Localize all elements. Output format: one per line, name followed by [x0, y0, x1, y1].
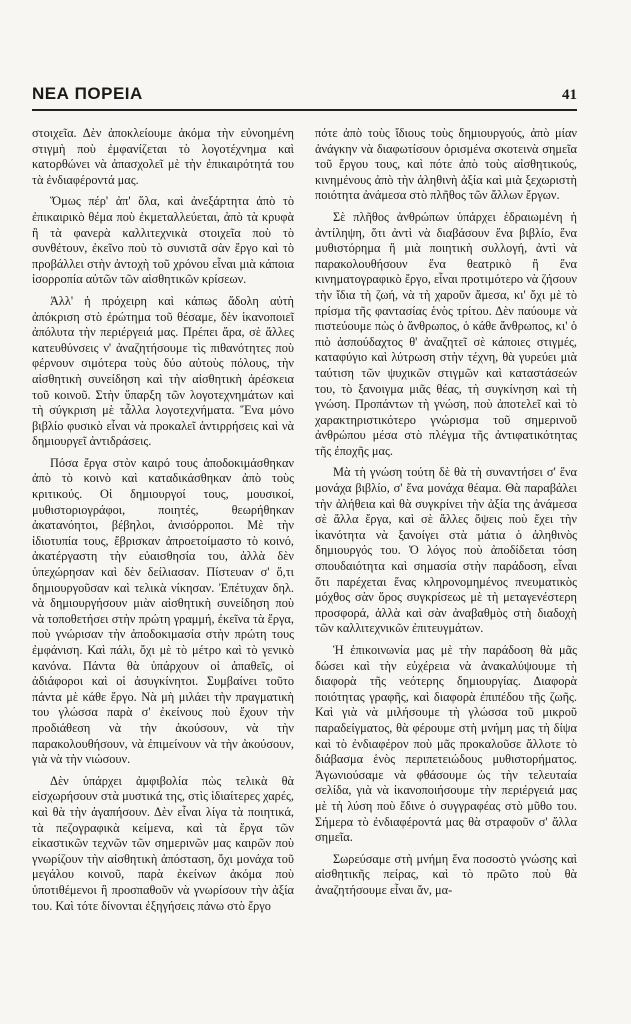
right-column: [315, 126, 577, 1004]
article-body: [32, 126, 577, 1004]
paragraph: Δὲν ὑπάρχει ἀμφιβολία πὼς τελικὰ θὰ εἰσχωρήσουν στὰ μυστικά της, στὶς ἰδιαίτερες χαρές, καὶ θὰ τὴν ἀγαπήσουν. Δὲν εἶναι λίγα τὰ ποιητικά, τὰ πεζογραφικὰ κείμενα, καὶ τὰ ἔργα τῶν εἰκαστικῶν τεχνῶν τῶν σημερινῶν μας καιρῶν ποὺ γνωρίζουν τὴν αἰσθητικὴ ἀπόσταση, ὄχι μονάχα τοῦ μεγάλου κοινοῦ, παρὰ ἐκείνων ἀκόμα ποὺ ὑποτιθέμενοι ἢ προσπαθοῦν νὰ γνωρίσουν τὴν ἀξία του. Καὶ τότε δίνονται ἐξηγήσεις πάνω στὸ ἔργο: [32, 773, 294, 913]
paragraph: Σὲ πλῆθος ἀνθρώπων ὑπάρχει ἑδραιωμένη ἡ ἀντίληψη, ὅτι ἀντὶ νὰ διαβάσουν ἕνα βιβλίο, ἕνα μυθιστόρημα ἢ μιὰ ποιητικὴ συλλογή, ἀντὶ νὰ παρακολουθήσουν ἕνα θεατρικὸ ἢ ἕνα κινηματογραφικὸ ἔργο, εἶναι προτιμότερο νὰ ζήσουν τὴν ἴδια τὴ ζωή, νὰ τὴ χαροῦν ἄμεσα, κι' ὄχι μὲ τὸ πρίσμα τῆς φαντασίας ἑνὸς τρίτου. Δὲν παύουμε νὰ πιστεύουμε πὼς ὁ ἄνθρωπος, ὁ κάθε ἄνθρωπος, κι' ὁ πιὸ ἀσπούδαχτος θ' ἀναζητεῖ σὲ κάποιες στιγμές, καταφύγιο καὶ λύτρωση στὴν τέχνη, θὰ γυρεύει μιὰ ταύτιση τῶν ψυχικῶν στιγμῶν καὶ καταστάσεών του, τὸ ξανοιγμα μιᾶς θέας, τὴ συγκίνηση καὶ τὴ γνώση. Προπάντων τὴ γνώση, ποὺ ἀποτελεῖ καὶ τὸ χαρακτηριστικότερο γνώρισμα τοῦ σημερινοῦ ἀνθρώπου μέσα στὸ πλέγμα τῆς ἀντιφατικότητας τῆς ἐποχῆς μας.: [315, 209, 577, 458]
paragraph: στοιχεῖα. Δὲν ἀποκλείουμε ἀκόμα τὴν εὐνοημένη στιγμὴ ποὺ ἐμφανίζεται τὸ λογοτέχνημα καὶ κατορθώνει νὰ ἀπασχολεῖ μὲ τὴν ἐπικαιρότητά του τὰ ἐνδιαφέροντά μας.: [32, 126, 294, 187]
paragraph: Πόσα ἔργα στὸν καιρό τους ἀποδοκιμάσθηκαν ἀπὸ τὸ κοινὸ καὶ καταδικάσθηκαν ἀπὸ τοὺς κριτικούς. Οἱ δημιουργοί τους, μουσικοί, μυθιστοριογράφοι, ποιητές, θεωρήθηκαν ἀκατανόητοι, βέβηλοι, ἀνισόρροποι. Μὲ τὴν ἰδιοτυπία τους, ἔβρισκαν ἀπροετοίμαστο τὸ κοινό, ἀκατέργαστη τὴν εὐαισθησία του, ἀλλὰ δὲν ὑπεχώρησαν καὶ δὲν δείλιασαν. Πίστευαν σ' ὅ,τι δημιουργοῦσαν καὶ τελικὰ νίκησαν. Ἐπέτυχαν δηλ. νὰ δημιουργήσουν μιὰν αἰσθητικὴ συνείδηση ποὺ νὰ τοποθετήσει στὴν πρώτη γραμμή, ἐκεῖνα τὰ ἔργα, ποὺ γνώρισαν τὴν ἀποδοκιμασία στὴν πρώτη τους ἐμφάνιση. Καὶ πάλι, ὄχι μὲ τὸ μέτρο καὶ τὸ γενικὸ κανόνα. Πάντα θὰ ὑπάρχουν οἱ ἀπαθεῖς, οἱ ἀδιάφοροι καὶ οἱ ἀσυγκίνητοι. Συμβαίνει τοῦτο πάντα μὲ κάθε ἔργο. Νὰ μὴ μιλάει τὴν πραγματικὴ του γλώσσα παρὰ σ' ἐκείνους ποὺ ἔχουν τὴν προδιάθεση νὰ τὴν ἀκούσουν, νὰ τὴν παρακολουθήσουν, νὰ ἐπιμείνουν νὰ τὴν ἀκούσουν, γιὰ νὰ τὴν νιώσουν.: [32, 455, 294, 767]
header-rule: [32, 109, 577, 111]
journal-title: ΝΕΑ ΠΟΡΕΙΑ: [32, 84, 143, 103]
paragraph: Σωρεύσαμε στὴ μνήμη ἕνα ποσοστὸ γνώσης καὶ αἰσθητικῆς πείρας, καὶ τὸ πρῶτο ποὺ θὰ ἀναζητήσουμε εἶναι ἄν, μα-: [315, 851, 577, 897]
paragraph: πότε ἀπὸ τοὺς ἴδιους τοὺς δημιουργούς, ἀπὸ μίαν ἀνάγκην νὰ διαφωτίσουν ὁρισμένα σκοτεινὰ σημεῖα τοῦ ἔργου τους, καὶ πότε ἀπὸ τοὺς αἰσθητικούς, κινημένους ἀπὸ τὴν ἀληθινὴ ἀξία καὶ μιὰ ξεχωριστὴ ποιότητα ἀνάμεσα στὸ πλῆθος τῶν ἄλλων ἔργων.: [315, 126, 577, 203]
page-number: 41: [562, 87, 577, 103]
paragraph: Ἀλλ' ἡ πρόχειρη καὶ κάπως ἄδολη αὐτὴ ἀπόκριση στὸ ἐρώτημα τοῦ θέσαμε, δὲν ἱκανοποιεῖ ἀπόλυτα τὴν περιέργειά μας. Πρέπει ἄρα, σὲ ἄλλες κατευθύνσεις ν' ἀναζητήσουμε τὶς πιθανότητες ποὺ φέρνουν σιμότερα τοὺς δύο αὐτοὺς πόλους, τὴν αἰσθητικὴ συνείδηση καὶ τὴν αἰσθητικὴ ἀρέσκεια τοῦ κοινοῦ. Στὴν ὕπαρξη τῶν λογοτεχνημάτων καὶ τὴ σύγκριση μὲ τἆλλα λογοτεχνήματα. Ἕνα μόνο βιβλίο φυσικὸ εἶναι νὰ προκαλεῖ ἀντιρρήσεις καὶ νὰ δημιουργεῖ ἀντιδράσεις.: [32, 293, 294, 449]
left-column: [32, 126, 294, 1004]
paragraph: Ἡ ἐπικοινωνία μας μὲ τὴν παράδοση θὰ μᾶς δώσει καὶ τὴν εὐχέρεια νὰ ἀνακαλύψουμε τὴ διαφορὰ τῆς νεότερης δημιουργίας. Διαφορὰ ποιότητας γραφῆς, καὶ διαφορὰ ἐπιπέδου τῆς ζωῆς. Καὶ γιὰ νὰ μιλήσουμε τὴ γλώσσα τοῦ μικροῦ παραδείγματος, θὰ φέρουμε στὴ μνήμη μας τὴ δίψα καὶ τὸ ἐνδιαφέρον ποὺ μᾶς προκαλοῦσε ἄλλοτε τὸ διάβασμα ἑνὸς περιπετειώδους μυθιστορήματος. Ἀγωνιούσαμε νὰ φθάσουμε ὡς τὴν τελευταία σελίδα, γιὰ νὰ ἱκανοποιήσουμε τὴν περιέργειά μας μὲ τὴ λύση ποὺ ἔδινε ὁ συγγραφέας στὸ μῦθο του. Σήμερα τὸ ἐνδιαφέροντά μας θὰ στραφοῦν σ' ἄλλα σημεῖα.: [315, 643, 577, 845]
paragraph: Ὅμως πέρ' ἀπ' ὅλα, καὶ ἀνεξάρτητα ἀπὸ τὸ ἐπικαιρικὸ θέμα ποὺ ἐκμεταλλεύεται, ἀπὸ τὰ κρυφὰ ἢ τὰ φανερὰ καλλιτεχνικὰ στοιχεῖα ποὺ τὸ συνθέτουν, ἐκεῖνο ποὺ τὸ συνιστᾶ σὰν ἔργο καὶ τὸ προβάλλει στὴν ἀντοχὴ τοῦ χρόνου εἶναι μιὰ κάποια ἰσορροπία αὐτῶν τῶν αἰσθητικῶν κρίσεων.: [32, 194, 294, 287]
paragraph: Μὰ τὴ γνώση τούτη δὲ θὰ τὴ συναντήσει σ' ἕνα μονάχα βιβλίο, σ' ἕνα μονάχα θέαμα. Θὰ παραβάλει τὴν ἀλήθεια καὶ θὰ συγκρίνει τὴν ἀξία της ἀνάμεσα σὲ ἄλλα ἔργα, καὶ σὲ ἄλλες ὄψεις ποὺ ἔχει τὴν ἱκανότητα νὰ ξανοίγει στὰ μάτια ὁ ἀληθινὸς δημιουργός του. Ὁ λόγος ποὺ ἀποδίδεται τόση σπουδαιότητα καὶ σημασία στὴν παράδοση, εἶναι ὅτι παρέχεται ἕνας κληρονομημένος πνευματικὸς μόχθος σὰν ὅρος συγκρίσεως μὲ τὴ μεταγενέστερη προσφορά, ἀλλὰ καὶ σὰν ἀναβαθμὸς στὴ διαδοχὴ τῶν καλλιτεχνικῶν ἐπιτευγμάτων.: [315, 465, 577, 636]
running-header: [32, 84, 577, 104]
